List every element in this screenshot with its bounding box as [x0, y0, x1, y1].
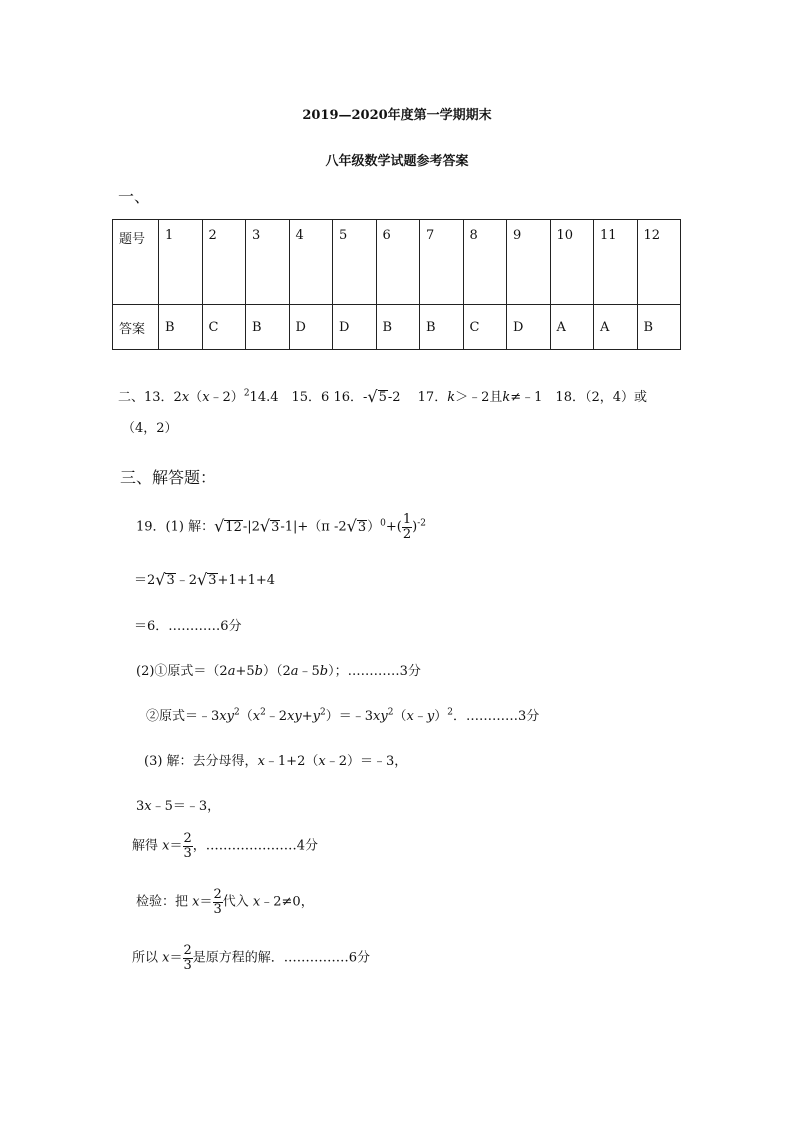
q19-3-check: 检验：把 x＝ $\frac{2}{3}$ 代入 x﹣2≠0， — [136, 887, 314, 917]
question-number-cell: 1 — [159, 220, 203, 305]
q19-1-step2: ＝6．…………6分 — [134, 619, 242, 634]
answer-cell: D — [507, 305, 551, 350]
question-number-cell: 2 — [202, 220, 246, 305]
q19-3-step2: 3x﹣5＝﹣3， — [136, 799, 221, 814]
q19-3-step1: (3) 解：去分母得，x﹣1+2（x﹣2）＝﹣3， — [144, 754, 408, 769]
q19-2-part1: (2)①原式＝（2a+5b）（2a﹣5b）；…………3分 — [136, 664, 421, 679]
section-1-label: 一、 — [118, 187, 151, 206]
radical-icon: √ — [346, 516, 357, 536]
radical-icon: √ — [367, 387, 378, 406]
answer-table — [112, 219, 681, 350]
radical-icon: √ — [259, 516, 271, 536]
radical-icon: √ — [214, 516, 225, 536]
row-header-answer: 答案 — [113, 305, 159, 350]
answer-cell: B — [637, 305, 681, 350]
radical-icon: √ — [155, 570, 166, 589]
section-2-answers: 二、13．2x（x﹣2）$^2$14.4 15．6 16．-√5-2 17．k＞﹣2且k≠﹣1 18．（2，4）或 — [118, 387, 648, 406]
question-number-cell: 6 — [376, 220, 420, 305]
fraction-two-thirds: $\frac{2}{3}$ — [213, 887, 222, 917]
fraction-two-thirds: $\frac{2}{3}$ — [183, 943, 192, 973]
section-3-label: 三、解答题： — [120, 468, 217, 487]
question-number-cell: 3 — [246, 220, 290, 305]
answer-row — [113, 305, 681, 350]
fraction-two-thirds: $\frac{2}{3}$ — [183, 831, 192, 861]
answer-cell: B — [246, 305, 290, 350]
row-header-question: 题号 — [113, 220, 159, 305]
section-2-answers-line2: （4，2） — [122, 421, 178, 436]
question-number-row — [113, 220, 681, 305]
question-number-cell: 10 — [550, 220, 594, 305]
q19-1-expression: 19．(1) 解：√12-|2√3-1|+（π -2√3）$^0$+( $\frac{1}{2}$ )$^{-2}$ — [136, 512, 426, 542]
answer-cell: A — [550, 305, 594, 350]
answer-cell: A — [594, 305, 638, 350]
answer-cell: B — [159, 305, 203, 350]
answer-cell: D — [289, 305, 333, 350]
q19-1-step1: ＝2√3﹣2√3+1+1+4 — [134, 570, 276, 589]
q19-3-conclusion: 所以 x＝ $\frac{2}{3}$ 是原方程的解．……………6分 — [132, 943, 371, 973]
radical-icon: √ — [197, 570, 208, 589]
answer-cell: C — [463, 305, 507, 350]
q19-2-part2: ②原式$=﹣3xy^2(x^2﹣2xy+y^2)=﹣3xy^2(x﹣y)^2$．…………3分 — [146, 707, 540, 724]
question-number-cell: 12 — [637, 220, 681, 305]
question-number-cell: 11 — [594, 220, 638, 305]
document-subtitle: 八年级数学试题参考答案 — [325, 154, 469, 169]
question-number-cell: 7 — [420, 220, 464, 305]
answer-cell: B — [420, 305, 464, 350]
question-number-cell: 8 — [463, 220, 507, 305]
answer-cell: D — [333, 305, 377, 350]
question-number-cell: 4 — [289, 220, 333, 305]
document-title: 2019—2020年度第一学期期末 — [302, 108, 492, 123]
question-number-cell: 9 — [507, 220, 551, 305]
answer-cell: B — [376, 305, 420, 350]
q19-3-solution: 解得 x＝ $\frac{2}{3}$ ，…………………4分 — [132, 831, 319, 861]
question-number-cell: 5 — [333, 220, 377, 305]
answer-cell: C — [202, 305, 246, 350]
fraction-one-half: $\frac{1}{2}$ — [402, 512, 412, 542]
